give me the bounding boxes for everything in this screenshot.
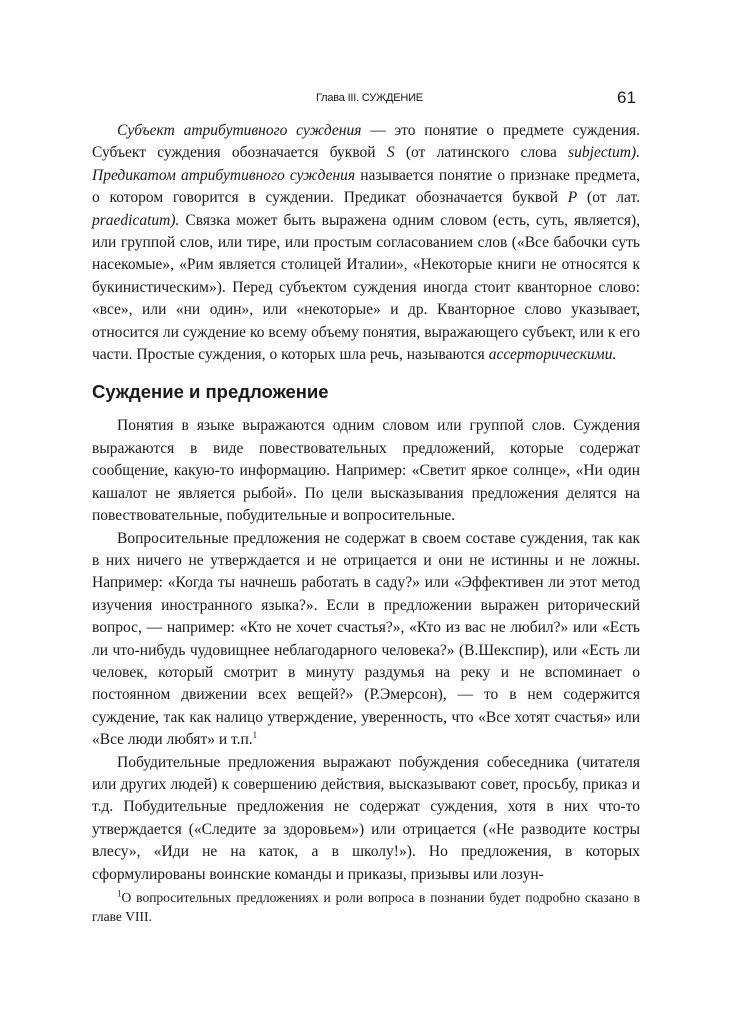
paragraph-judgment-sentence: Понятия в языке выражаются одним словом или группой слов. Суждения выражаются в виде повествовательных предложений, которые содержат сообщение, какую-то информацию. Например: «Светит яркое солнце», «Ни один кашалот не является рыбой». По цели высказывания предложения делятся на повествовательные, побудительные и вопросительные. <box>92 417 640 525</box>
term-assertoric: ассерторическими. <box>488 346 617 364</box>
footnote-text: О вопросительных предложениях и роли вопроса в познании будет подробно сказано в главе VIII. <box>92 890 640 924</box>
footnote-mark: 1 <box>117 888 122 899</box>
term-predicate: Предикатом атрибутивного суждения <box>92 166 356 184</box>
paragraph-imperative: Побудительные предложения выражают побуждения собеседника (читателя или других людей) к совершению действия, высказывают совет, просьбу, приказ и т.д. Побудительные предложения не содержат суждения, хотя в них что-то утверждается («Следите за здоровьем») или отрицается («Не разводите костры влесу», «Иди не на каток, а в школу!»). Но предложения, в которых сформулированы воинские команды и приказы, призывы или лозун- <box>92 753 640 883</box>
paragraph-subject-predicate: Субъект атрибутивного суждения — это понятие о предмете суждения. Субъект суждения обозначается буквой S (от латинского слова subjectum). Предикатом атрибутивного суждения называется понятие о признаке предмета, о котором говорится в суждении. Предикат обозначается буквой P (от лат. praedicatum). Связка может быть выражена одним словом (есть, суть, является), или группой слов, или тире, или простым согласованием слов («Все бабочки суть насекомые», «Рим является столицей Италии», «Некоторые книги не относятся к букинистическим»). Перед субъектом суждения иногда стоит кванторное слово: «все», или «ни один», или «некоторые» и др. Кванторное слово указывает, относится ли суждение ко всему объему понятия, выражающего субъект, или к его части. Простые суждения, о которых шла речь, называются ассерторическими. <box>92 122 640 364</box>
term-subject: Субъект атрибутивного суждения <box>117 122 362 139</box>
page-number: 61 <box>617 88 636 107</box>
footnote-reference[interactable]: 1 <box>252 730 258 740</box>
paragraph-interrogative: Вопросительные предложения не содержат в своем составе суждения, так как в них ничего не утверждается и не отрицается и они не истинны и не ложны. Например: «Когда ты начнешь работать в саду?» или «Эффективен ли этот метод изучения иностранного языка?». Если в предложении выражен риторический вопрос, — например: «Кто не хочет счастья?», «Кто из вас не любил?» или «Есть ли что-нибудь чудовищнее неблагодарного человека?» (В.Шекспир), или «Есть ли человек, который смотрит в минуту раздумья на реку и не вспоминает о постоянном движении всех вещей?» (Р.Эмерсон), — то в нем содержится суждение, так как налицо утверждение, уверенность, что «Все хотят счастья» или «Все люди любят» и т.п.$^1$ <box>92 529 640 749</box>
page-body <box>92 120 640 926</box>
section-heading: Суждение и предложение <box>92 381 329 403</box>
footnote <box>92 888 640 926</box>
running-head: Глава III. СУЖДЕНИЕ <box>316 92 423 104</box>
